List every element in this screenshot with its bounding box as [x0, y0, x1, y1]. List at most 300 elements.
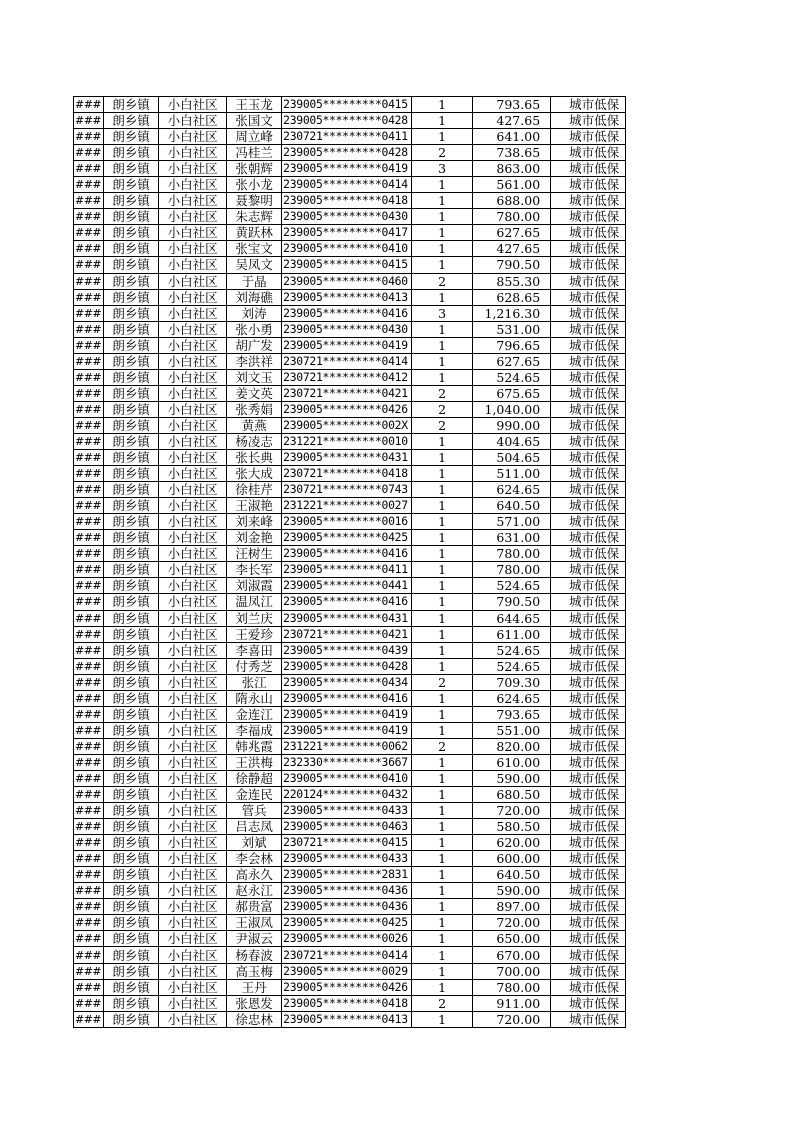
table-row: [74, 803, 626, 819]
table-row: [74, 642, 626, 658]
category-cell: 城市低保: [551, 594, 626, 610]
amount-cell: 551.00: [473, 722, 551, 738]
name-cell: 王丹: [227, 979, 282, 995]
community-cell: 小白社区: [159, 835, 227, 851]
amount-cell: 780.00: [473, 546, 551, 562]
household-size-cell: 3: [412, 161, 473, 177]
table-row: [74, 466, 626, 482]
amount-cell: 511.00: [473, 466, 551, 482]
table-row: [74, 514, 626, 530]
community-cell: 小白社区: [159, 129, 227, 145]
table-row: [74, 851, 626, 867]
id-number-cell: 230721*********0415: [282, 835, 412, 851]
town-cell: 朗乡镇: [104, 209, 159, 225]
id-number-cell: 232330*********3667: [282, 754, 412, 770]
town-cell: 朗乡镇: [104, 979, 159, 995]
table-row: [74, 337, 626, 353]
table-row: [74, 578, 626, 594]
name-cell: 刘斌: [227, 835, 282, 851]
amount-cell: 1,040.00: [473, 401, 551, 417]
community-cell: 小白社区: [159, 610, 227, 626]
row-marker-cell: ###: [74, 450, 104, 466]
category-cell: 城市低保: [551, 145, 626, 161]
row-marker-cell: ###: [74, 706, 104, 722]
row-marker-cell: ###: [74, 867, 104, 883]
household-size-cell: 1: [412, 97, 473, 113]
category-cell: 城市低保: [551, 883, 626, 899]
town-cell: 朗乡镇: [104, 706, 159, 722]
community-cell: 小白社区: [159, 706, 227, 722]
amount-cell: 590.00: [473, 770, 551, 786]
category-cell: 城市低保: [551, 963, 626, 979]
town-cell: 朗乡镇: [104, 770, 159, 786]
table-row: [74, 722, 626, 738]
community-cell: 小白社区: [159, 97, 227, 113]
row-marker-cell: ###: [74, 674, 104, 690]
category-cell: 城市低保: [551, 514, 626, 530]
community-cell: 小白社区: [159, 851, 227, 867]
household-size-cell: 2: [412, 995, 473, 1011]
id-number-cell: 239005*********0413: [282, 1011, 412, 1027]
community-cell: 小白社区: [159, 819, 227, 835]
town-cell: 朗乡镇: [104, 369, 159, 385]
row-marker-cell: ###: [74, 498, 104, 514]
community-cell: 小白社区: [159, 626, 227, 642]
community-cell: 小白社区: [159, 193, 227, 209]
name-cell: 聂黎明: [227, 193, 282, 209]
table-row: [74, 690, 626, 706]
amount-cell: 580.50: [473, 819, 551, 835]
table-row: [74, 289, 626, 305]
amount-cell: 1,216.30: [473, 305, 551, 321]
table-row: [74, 433, 626, 449]
town-cell: 朗乡镇: [104, 546, 159, 562]
name-cell: 隋永山: [227, 690, 282, 706]
household-size-cell: 1: [412, 754, 473, 770]
amount-cell: 911.00: [473, 995, 551, 1011]
id-number-cell: 239005*********0460: [282, 273, 412, 289]
town-cell: 朗乡镇: [104, 530, 159, 546]
name-cell: 吕志凤: [227, 819, 282, 835]
row-marker-cell: ###: [74, 642, 104, 658]
id-number-cell: 239005*********0414: [282, 177, 412, 193]
household-size-cell: 1: [412, 482, 473, 498]
community-cell: 小白社区: [159, 963, 227, 979]
table-row: [74, 947, 626, 963]
table-row: [74, 321, 626, 337]
category-cell: 城市低保: [551, 257, 626, 273]
amount-cell: 427.65: [473, 113, 551, 129]
row-marker-cell: ###: [74, 546, 104, 562]
category-cell: 城市低保: [551, 562, 626, 578]
town-cell: 朗乡镇: [104, 225, 159, 241]
community-cell: 小白社区: [159, 658, 227, 674]
category-cell: 城市低保: [551, 658, 626, 674]
table-row: [74, 706, 626, 722]
household-size-cell: 1: [412, 706, 473, 722]
household-size-cell: 1: [412, 353, 473, 369]
table-row: [74, 97, 626, 113]
community-cell: 小白社区: [159, 305, 227, 321]
category-cell: 城市低保: [551, 754, 626, 770]
town-cell: 朗乡镇: [104, 883, 159, 899]
category-cell: 城市低保: [551, 177, 626, 193]
town-cell: 朗乡镇: [104, 273, 159, 289]
amount-cell: 524.65: [473, 369, 551, 385]
name-cell: 尹淑云: [227, 931, 282, 947]
table-row: [74, 883, 626, 899]
category-cell: 城市低保: [551, 803, 626, 819]
community-cell: 小白社区: [159, 273, 227, 289]
community-cell: 小白社区: [159, 546, 227, 562]
category-cell: 城市低保: [551, 610, 626, 626]
table-row: [74, 738, 626, 754]
name-cell: 李福成: [227, 722, 282, 738]
household-size-cell: 1: [412, 979, 473, 995]
community-cell: 小白社区: [159, 803, 227, 819]
name-cell: 金连江: [227, 706, 282, 722]
id-number-cell: 220124*********0432: [282, 787, 412, 803]
community-cell: 小白社区: [159, 578, 227, 594]
household-size-cell: 2: [412, 417, 473, 433]
id-number-cell: 239005*********0430: [282, 321, 412, 337]
row-marker-cell: ###: [74, 883, 104, 899]
town-cell: 朗乡镇: [104, 482, 159, 498]
id-number-cell: 239005*********0411: [282, 562, 412, 578]
row-marker-cell: ###: [74, 321, 104, 337]
category-cell: 城市低保: [551, 835, 626, 851]
amount-cell: 855.30: [473, 273, 551, 289]
town-cell: 朗乡镇: [104, 674, 159, 690]
amount-cell: 628.65: [473, 289, 551, 305]
household-size-cell: 1: [412, 321, 473, 337]
amount-cell: 720.00: [473, 1011, 551, 1027]
id-number-cell: 230721*********0414: [282, 947, 412, 963]
id-number-cell: 239005*********0419: [282, 161, 412, 177]
town-cell: 朗乡镇: [104, 321, 159, 337]
household-size-cell: 1: [412, 450, 473, 466]
community-cell: 小白社区: [159, 498, 227, 514]
household-size-cell: 1: [412, 931, 473, 947]
table-row: [74, 562, 626, 578]
household-size-cell: 1: [412, 113, 473, 129]
name-cell: 王淑艳: [227, 498, 282, 514]
name-cell: 张恩发: [227, 995, 282, 1011]
town-cell: 朗乡镇: [104, 931, 159, 947]
name-cell: 周立峰: [227, 129, 282, 145]
id-number-cell: 239005*********0416: [282, 546, 412, 562]
household-size-cell: 1: [412, 562, 473, 578]
household-size-cell: 1: [412, 610, 473, 626]
town-cell: 朗乡镇: [104, 514, 159, 530]
name-cell: 张长典: [227, 450, 282, 466]
id-number-cell: 239005*********0416: [282, 305, 412, 321]
name-cell: 付秀芝: [227, 658, 282, 674]
name-cell: 刘文玉: [227, 369, 282, 385]
id-number-cell: 239005*********0418: [282, 995, 412, 1011]
community-cell: 小白社区: [159, 787, 227, 803]
row-marker-cell: ###: [74, 819, 104, 835]
town-cell: 朗乡镇: [104, 113, 159, 129]
household-size-cell: 1: [412, 658, 473, 674]
table-row: [74, 177, 626, 193]
row-marker-cell: ###: [74, 257, 104, 273]
community-cell: 小白社区: [159, 738, 227, 754]
town-cell: 朗乡镇: [104, 193, 159, 209]
row-marker-cell: ###: [74, 209, 104, 225]
community-cell: 小白社区: [159, 979, 227, 995]
amount-cell: 571.00: [473, 514, 551, 530]
id-number-cell: 239005*********0410: [282, 770, 412, 786]
category-cell: 城市低保: [551, 161, 626, 177]
community-cell: 小白社区: [159, 417, 227, 433]
id-number-cell: 230721*********0418: [282, 466, 412, 482]
category-cell: 城市低保: [551, 466, 626, 482]
category-cell: 城市低保: [551, 546, 626, 562]
row-marker-cell: ###: [74, 690, 104, 706]
row-marker-cell: ###: [74, 594, 104, 610]
community-cell: 小白社区: [159, 353, 227, 369]
town-cell: 朗乡镇: [104, 963, 159, 979]
town-cell: 朗乡镇: [104, 610, 159, 626]
table-row: [74, 658, 626, 674]
community-cell: 小白社区: [159, 754, 227, 770]
household-size-cell: 2: [412, 145, 473, 161]
table-row: [74, 209, 626, 225]
amount-cell: 561.00: [473, 177, 551, 193]
category-cell: 城市低保: [551, 1011, 626, 1027]
community-cell: 小白社区: [159, 995, 227, 1011]
name-cell: 高永久: [227, 867, 282, 883]
category-cell: 城市低保: [551, 97, 626, 113]
name-cell: 赵永江: [227, 883, 282, 899]
table-row: [74, 835, 626, 851]
id-number-cell: 230721*********0421: [282, 385, 412, 401]
community-cell: 小白社区: [159, 369, 227, 385]
amount-cell: 627.65: [473, 353, 551, 369]
row-marker-cell: ###: [74, 161, 104, 177]
community-cell: 小白社区: [159, 883, 227, 899]
town-cell: 朗乡镇: [104, 97, 159, 113]
name-cell: 管兵: [227, 803, 282, 819]
name-cell: 黄跃林: [227, 225, 282, 241]
name-cell: 张大成: [227, 466, 282, 482]
community-cell: 小白社区: [159, 145, 227, 161]
id-number-cell: 239005*********0016: [282, 514, 412, 530]
name-cell: 郝贵富: [227, 899, 282, 915]
household-size-cell: 2: [412, 385, 473, 401]
table-row: [74, 273, 626, 289]
row-marker-cell: ###: [74, 241, 104, 257]
community-cell: 小白社区: [159, 113, 227, 129]
amount-cell: 863.00: [473, 161, 551, 177]
category-cell: 城市低保: [551, 787, 626, 803]
amount-cell: 600.00: [473, 851, 551, 867]
category-cell: 城市低保: [551, 674, 626, 690]
household-size-cell: 1: [412, 851, 473, 867]
name-cell: 刘淑霞: [227, 578, 282, 594]
category-cell: 城市低保: [551, 931, 626, 947]
table-body: [74, 97, 626, 1028]
table-row: [74, 674, 626, 690]
row-marker-cell: ###: [74, 754, 104, 770]
town-cell: 朗乡镇: [104, 803, 159, 819]
name-cell: 于晶: [227, 273, 282, 289]
name-cell: 张小勇: [227, 321, 282, 337]
id-number-cell: 239005*********0410: [282, 241, 412, 257]
community-cell: 小白社区: [159, 947, 227, 963]
community-cell: 小白社区: [159, 931, 227, 947]
household-size-cell: 1: [412, 369, 473, 385]
community-cell: 小白社区: [159, 161, 227, 177]
community-cell: 小白社区: [159, 899, 227, 915]
name-cell: 王洪梅: [227, 754, 282, 770]
table-row: [74, 995, 626, 1011]
name-cell: 王爱珍: [227, 626, 282, 642]
household-size-cell: 1: [412, 899, 473, 915]
amount-cell: 738.65: [473, 145, 551, 161]
id-number-cell: 239005*********0026: [282, 931, 412, 947]
table-row: [74, 626, 626, 642]
table-row: [74, 787, 626, 803]
amount-cell: 780.00: [473, 979, 551, 995]
amount-cell: 680.50: [473, 787, 551, 803]
row-marker-cell: ###: [74, 305, 104, 321]
row-marker-cell: ###: [74, 482, 104, 498]
town-cell: 朗乡镇: [104, 562, 159, 578]
community-cell: 小白社区: [159, 722, 227, 738]
table-row: [74, 819, 626, 835]
town-cell: 朗乡镇: [104, 835, 159, 851]
id-number-cell: 239005*********2831: [282, 867, 412, 883]
amount-cell: 720.00: [473, 915, 551, 931]
town-cell: 朗乡镇: [104, 995, 159, 1011]
name-cell: 张朝辉: [227, 161, 282, 177]
town-cell: 朗乡镇: [104, 1011, 159, 1027]
id-number-cell: 239005*********0419: [282, 337, 412, 353]
data-table: [73, 96, 626, 1028]
row-marker-cell: ###: [74, 738, 104, 754]
id-number-cell: 239005*********0416: [282, 594, 412, 610]
amount-cell: 796.65: [473, 337, 551, 353]
town-cell: 朗乡镇: [104, 947, 159, 963]
household-size-cell: 1: [412, 867, 473, 883]
community-cell: 小白社区: [159, 450, 227, 466]
category-cell: 城市低保: [551, 498, 626, 514]
category-cell: 城市低保: [551, 209, 626, 225]
table-row: [74, 498, 626, 514]
amount-cell: 590.00: [473, 883, 551, 899]
category-cell: 城市低保: [551, 642, 626, 658]
household-size-cell: 1: [412, 947, 473, 963]
row-marker-cell: ###: [74, 145, 104, 161]
name-cell: 张秀娟: [227, 401, 282, 417]
amount-cell: 641.00: [473, 129, 551, 145]
table-row: [74, 305, 626, 321]
name-cell: 刘来峰: [227, 514, 282, 530]
amount-cell: 524.65: [473, 578, 551, 594]
amount-cell: 427.65: [473, 241, 551, 257]
household-size-cell: 1: [412, 337, 473, 353]
category-cell: 城市低保: [551, 482, 626, 498]
row-marker-cell: ###: [74, 610, 104, 626]
id-number-cell: 231221*********0062: [282, 738, 412, 754]
amount-cell: 524.65: [473, 642, 551, 658]
row-marker-cell: ###: [74, 289, 104, 305]
name-cell: 刘海礁: [227, 289, 282, 305]
id-number-cell: 239005*********0428: [282, 145, 412, 161]
community-cell: 小白社区: [159, 674, 227, 690]
category-cell: 城市低保: [551, 225, 626, 241]
town-cell: 朗乡镇: [104, 289, 159, 305]
id-number-cell: 239005*********0426: [282, 979, 412, 995]
amount-cell: 720.00: [473, 803, 551, 819]
category-cell: 城市低保: [551, 129, 626, 145]
id-number-cell: 239005*********0428: [282, 658, 412, 674]
row-marker-cell: ###: [74, 899, 104, 915]
household-size-cell: 3: [412, 305, 473, 321]
community-cell: 小白社区: [159, 177, 227, 193]
id-number-cell: 239005*********0431: [282, 450, 412, 466]
table-row: [74, 931, 626, 947]
household-size-cell: 1: [412, 177, 473, 193]
town-cell: 朗乡镇: [104, 819, 159, 835]
town-cell: 朗乡镇: [104, 305, 159, 321]
category-cell: 城市低保: [551, 979, 626, 995]
town-cell: 朗乡镇: [104, 658, 159, 674]
name-cell: 李洪祥: [227, 353, 282, 369]
id-number-cell: 239005*********0433: [282, 851, 412, 867]
amount-cell: 990.00: [473, 417, 551, 433]
id-number-cell: 239005*********0425: [282, 915, 412, 931]
row-marker-cell: ###: [74, 337, 104, 353]
household-size-cell: 2: [412, 674, 473, 690]
name-cell: 刘涛: [227, 305, 282, 321]
id-number-cell: 239005*********0436: [282, 899, 412, 915]
community-cell: 小白社区: [159, 514, 227, 530]
row-marker-cell: ###: [74, 658, 104, 674]
community-cell: 小白社区: [159, 466, 227, 482]
category-cell: 城市低保: [551, 289, 626, 305]
name-cell: 张江: [227, 674, 282, 690]
table-row: [74, 113, 626, 129]
row-marker-cell: ###: [74, 562, 104, 578]
category-cell: 城市低保: [551, 369, 626, 385]
town-cell: 朗乡镇: [104, 433, 159, 449]
table-row: [74, 610, 626, 626]
table-row: [74, 546, 626, 562]
name-cell: 黄燕: [227, 417, 282, 433]
town-cell: 朗乡镇: [104, 690, 159, 706]
town-cell: 朗乡镇: [104, 257, 159, 273]
category-cell: 城市低保: [551, 417, 626, 433]
town-cell: 朗乡镇: [104, 385, 159, 401]
name-cell: 朱志辉: [227, 209, 282, 225]
amount-cell: 675.65: [473, 385, 551, 401]
town-cell: 朗乡镇: [104, 466, 159, 482]
amount-cell: 688.00: [473, 193, 551, 209]
category-cell: 城市低保: [551, 305, 626, 321]
amount-cell: 793.65: [473, 97, 551, 113]
name-cell: 张国文: [227, 113, 282, 129]
amount-cell: 650.00: [473, 931, 551, 947]
community-cell: 小白社区: [159, 241, 227, 257]
table-row: [74, 193, 626, 209]
community-cell: 小白社区: [159, 433, 227, 449]
name-cell: 姜文英: [227, 385, 282, 401]
category-cell: 城市低保: [551, 433, 626, 449]
town-cell: 朗乡镇: [104, 899, 159, 915]
